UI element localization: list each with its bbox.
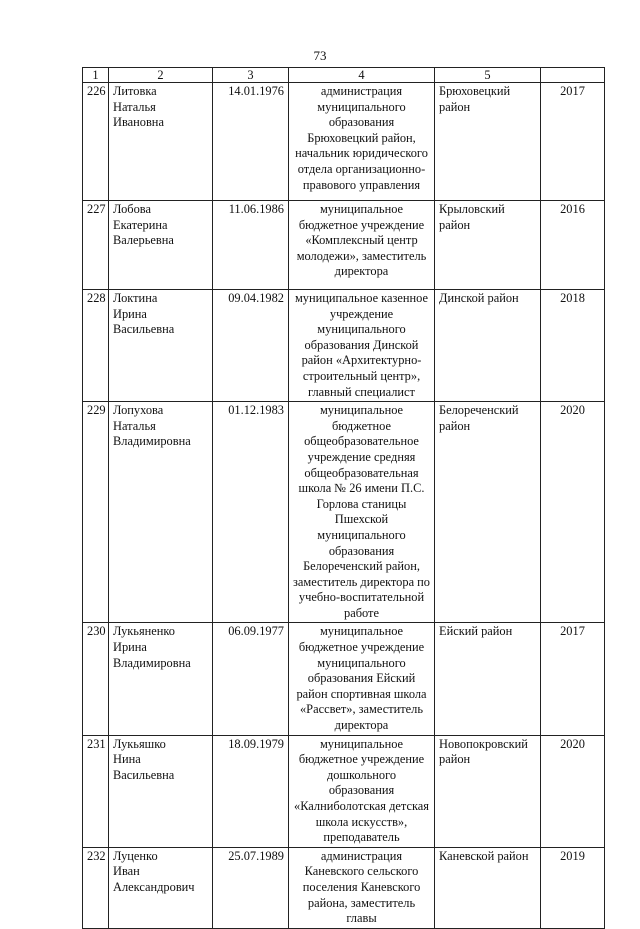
row-number: 230 — [83, 623, 109, 735]
year: 2020 — [541, 402, 605, 623]
organization-position: муниципальное казенное учреждение муниципального образования Динской район «Архитектурно-строительный центр», главный специалист — [289, 290, 435, 402]
birth-date: 11.06.1986 — [213, 201, 289, 290]
year: 2017 — [541, 623, 605, 735]
row-number: 227 — [83, 201, 109, 290]
column-header: 1 — [83, 68, 109, 83]
person-name — [109, 623, 213, 735]
birth-date: 09.04.1982 — [213, 290, 289, 402]
column-header: 2 — [109, 68, 213, 83]
surname: Лукьяшко — [113, 736, 166, 751]
first-name: Наталья — [113, 99, 156, 114]
birth-date: 01.12.1983 — [213, 402, 289, 623]
organization-position: муниципальное бюджетное учреждение муниципального образования Ейский район спортивная школа «Рассвет», заместитель директора — [289, 623, 435, 735]
district: Новопокровский район — [435, 735, 541, 847]
organization-position: муниципальное бюджетное общеобразовательное учреждение средняя общеобразовательная школа № 26 имени П.С. Горлова станицы Пшехской муниципального образования Белореченский район, заместитель директора по учебно-воспитательной работе — [289, 402, 435, 623]
patronymic: Александрович — [113, 879, 195, 894]
birth-date: 18.09.1979 — [213, 735, 289, 847]
surname: Лопухова — [113, 403, 164, 418]
year: 2016 — [541, 201, 605, 290]
patronymic: Владимировна — [113, 434, 191, 449]
organization-position: муниципальное бюджетное учреждение дошкольного образования «Калниболотская детская школа искусств», преподаватель — [289, 735, 435, 847]
column-header: 4 — [289, 68, 435, 83]
row-number: 229 — [83, 402, 109, 623]
surname: Лукьяненко — [113, 624, 176, 639]
year: 2020 — [541, 735, 605, 847]
district: Брюховецкий район — [435, 83, 541, 201]
page-number: 73 — [313, 48, 327, 63]
person-name — [109, 402, 213, 623]
birth-date: 25.07.1989 — [213, 847, 289, 928]
district: Крыловский район — [435, 201, 541, 290]
patronymic: Васильевна — [113, 767, 175, 782]
table-row — [83, 290, 605, 402]
person-name — [109, 847, 213, 928]
table-row — [83, 402, 605, 623]
birth-date: 06.09.1977 — [213, 623, 289, 735]
patronymic: Владимировна — [113, 655, 191, 670]
first-name: Ирина — [113, 640, 147, 655]
column-header — [541, 68, 605, 83]
patronymic: Васильевна — [113, 322, 175, 337]
surname: Лобова — [113, 202, 151, 216]
organization-position: муниципальное бюджетное учреждение «Комплексный центр молодежи», заместитель директора — [289, 201, 435, 290]
patronymic: Ивановна — [113, 115, 164, 130]
row-number: 231 — [83, 735, 109, 847]
district: Ейский район — [435, 623, 541, 735]
surname: Локтина — [113, 291, 158, 305]
registry-table — [82, 67, 605, 929]
year: 2017 — [541, 83, 605, 201]
patronymic: Валерьевна — [113, 233, 174, 248]
district: Белореченский район — [435, 402, 541, 623]
year: 2018 — [541, 290, 605, 402]
district: Каневской район — [435, 847, 541, 928]
birth-date: 14.01.1976 — [213, 83, 289, 201]
person-name — [109, 201, 213, 290]
table-row — [83, 623, 605, 735]
year: 2019 — [541, 847, 605, 928]
first-name: Наталья — [113, 418, 156, 433]
column-header: 5 — [435, 68, 541, 83]
column-number-row — [83, 68, 605, 83]
first-name: Иван — [113, 864, 140, 879]
table-row — [83, 735, 605, 847]
table-row — [83, 847, 605, 928]
table-row — [83, 201, 605, 290]
row-number: 226 — [83, 83, 109, 201]
organization-position: администрация Каневского сельского поселения Каневского района, заместитель главы — [289, 847, 435, 928]
person-name — [109, 290, 213, 402]
table-row — [83, 83, 605, 201]
first-name: Екатерина — [113, 217, 168, 232]
person-name — [109, 735, 213, 847]
district: Динской район — [435, 290, 541, 402]
row-number: 232 — [83, 847, 109, 928]
organization-position: администрация муниципального образования Брюховецкий район, начальник юридического отдела организационно-правового управления — [289, 83, 435, 201]
surname: Литовка — [113, 84, 157, 98]
row-number: 228 — [83, 290, 109, 402]
column-header: 3 — [213, 68, 289, 83]
person-name — [109, 83, 213, 201]
first-name: Нина — [113, 752, 141, 767]
surname: Луценко — [113, 848, 158, 863]
first-name: Ирина — [113, 306, 147, 321]
